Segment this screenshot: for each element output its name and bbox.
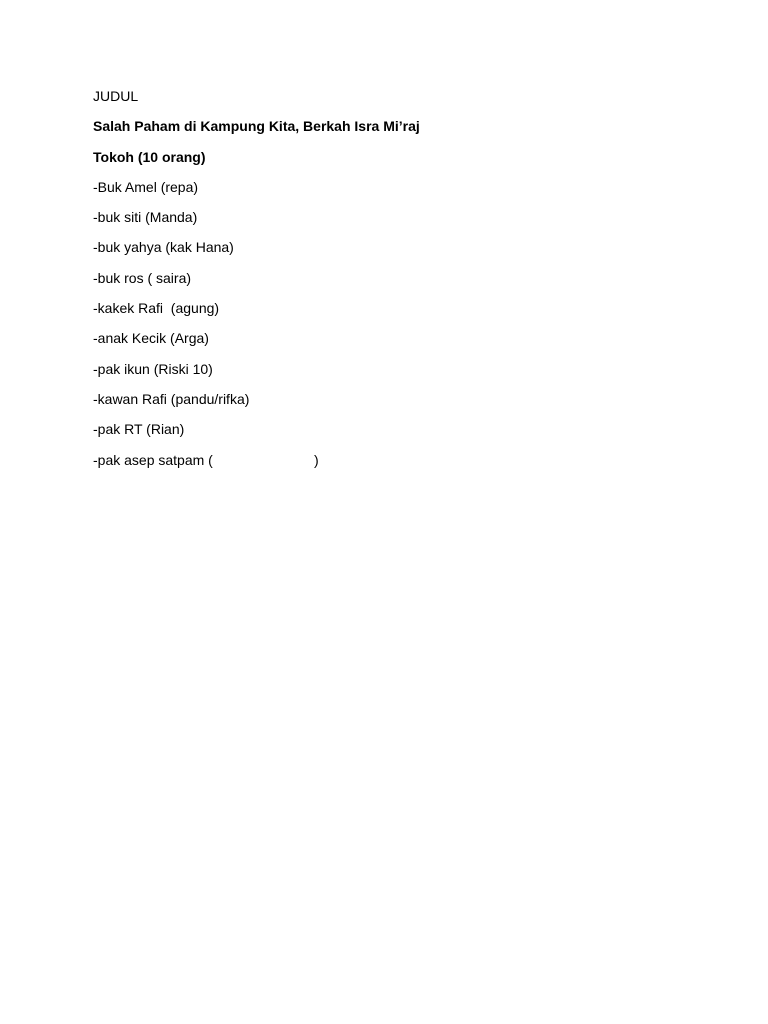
cast-item: -buk ros ( saira) xyxy=(93,269,192,286)
cast-item: -pak RT (Rian) xyxy=(93,421,185,438)
document-page xyxy=(93,87,693,481)
document-title: Salah Paham di Kampung Kita, Berkah Isra Mi’raj xyxy=(93,118,420,135)
cast-item: -buk siti (Manda) xyxy=(93,209,198,226)
cast-item: -kakek Rafi (agung) xyxy=(93,300,220,317)
cast-item: -kawan Rafi (pandu/rifka) xyxy=(93,390,250,407)
cast-item: -pak asep satpam ( ) xyxy=(93,451,319,468)
cast-heading: Tokoh (10 orang) xyxy=(93,148,206,165)
document-heading: JUDUL xyxy=(93,88,139,104)
cast-item: -buk yahya (kak Hana) xyxy=(93,239,234,256)
cast-item: -pak ikun (Riski 10) xyxy=(93,360,213,377)
cast-item: -Buk Amel (repa) xyxy=(93,178,199,195)
cast-item: -anak Kecik (Arga) xyxy=(93,330,209,347)
